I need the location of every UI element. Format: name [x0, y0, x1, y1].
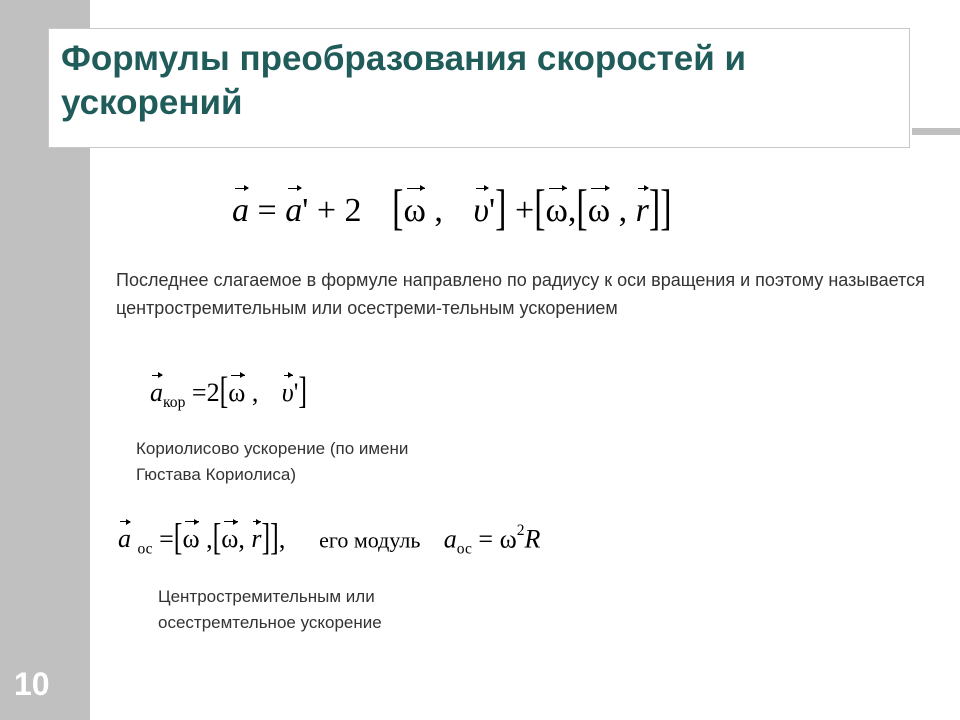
right-bracket: ] [660, 181, 672, 236]
equals-sign: = [478, 524, 494, 554]
title-box [48, 28, 910, 148]
equals-sign: = [191, 378, 207, 407]
title-accent-line [912, 128, 960, 135]
vector-v: υ [473, 192, 490, 229]
comma: , [251, 378, 259, 407]
main-acceleration-formula [232, 181, 672, 236]
left-bracket: [ [392, 181, 404, 236]
comma: , [278, 524, 286, 554]
comma: , [567, 192, 577, 229]
radial-term-paragraph: Последнее слагаемое в формуле направлено по радиусу к оси вращения и поэтому называется центростремительным или осестреми-тельным ускорением [116, 270, 925, 318]
left-bracket: [ [212, 516, 222, 559]
centripetal-formula [118, 516, 541, 559]
vector-omega: ω [587, 192, 611, 229]
slide-title: Формулы преобразования скоростей и ускорений [61, 39, 746, 122]
square-exponent: 2 [516, 522, 525, 539]
prime-mark: ' [489, 192, 496, 229]
vector-r: r [635, 192, 649, 229]
equals-sign: = [159, 524, 174, 554]
vector-r: r [251, 524, 262, 554]
vector-omega: ω [228, 378, 246, 407]
vector-omega: ω [545, 192, 568, 229]
coriolis-caption: Кориолисово ускорение (по имени Гюстава Кориолиса) [136, 439, 409, 484]
subscript-kor: кор [163, 394, 186, 412]
vector-a: a [150, 378, 163, 407]
right-bracket: ] [261, 516, 271, 559]
omega-scalar: ω [499, 524, 517, 554]
left-bracket: [ [173, 516, 183, 559]
centripetal-caption: Центростремительным или осестремтельное ускорение [158, 587, 382, 632]
right-bracket: ] [298, 369, 308, 412]
scalar-a: a [443, 524, 457, 554]
prime-mark: ' [302, 192, 309, 229]
left-bracket: [ [219, 369, 229, 412]
radius-R: R [524, 524, 541, 554]
right-bracket: ] [270, 516, 279, 559]
vector-a: a [232, 192, 249, 229]
comma: , [238, 524, 245, 554]
subscript-os: ос [137, 540, 153, 558]
left-bracket: [ [534, 181, 546, 236]
vector-a: a [118, 524, 131, 554]
vector-a-prime: a [285, 192, 303, 229]
prime-mark: ' [293, 378, 299, 407]
vector-omega: ω [403, 192, 426, 229]
left-bracket: [ [576, 181, 588, 236]
comma: , [206, 524, 213, 554]
comma: , [434, 192, 443, 229]
vector-omega: ω [182, 524, 200, 554]
coefficient-two: 2 [206, 378, 220, 407]
slide-number: 10 [14, 666, 50, 702]
right-bracket: ] [648, 181, 661, 236]
vector-omega: ω [221, 524, 239, 554]
comma: , [618, 192, 628, 229]
equals-sign: = [257, 192, 277, 229]
coriolis-formula [150, 369, 308, 412]
right-bracket: ] [495, 181, 507, 236]
coefficient-two: 2 [344, 192, 362, 229]
plus-sign: + [316, 192, 337, 229]
plus-sign: + [515, 192, 535, 229]
vector-v: υ [281, 378, 294, 407]
modulus-text: его модуль [319, 527, 421, 553]
subscript-os: ос [456, 540, 472, 558]
